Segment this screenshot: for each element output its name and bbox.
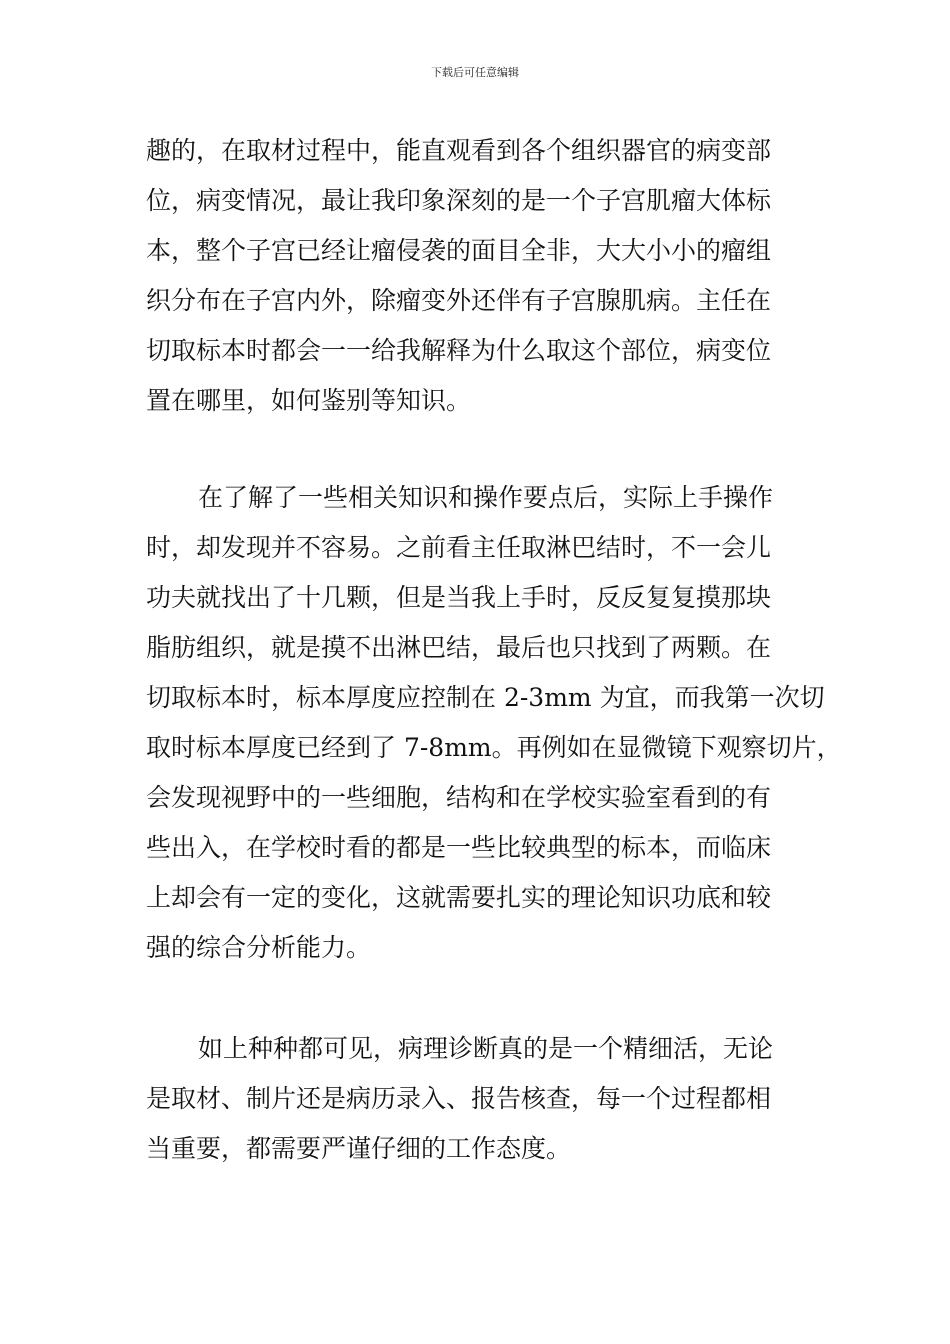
text-line: 趣的，在取材过程中，能直观看到各个组织器官的病变部 [146, 136, 772, 165]
text-line: 切取标本时，标本厚度应控制在 2-3mm 为宜，而我第一次切 [146, 683, 825, 712]
text-line: 脂肪组织，就是摸不出淋巴结，最后也只找到了两颗。在 [146, 633, 772, 662]
paragraph-practice [146, 473, 842, 973]
text-line: 时，却发现并不容易。之前看主任取淋巴结时，不一会儿 [146, 533, 772, 562]
paragraph-conclusion [146, 1024, 816, 1174]
text-line: 功夫就找出了十几颗，但是当我上手时，反反复复摸那块 [146, 583, 772, 612]
text-line-first: 在了解了一些相关知识和操作要点后，实际上手操作 [198, 483, 774, 512]
text-line: 当重要，都需要严谨仔细的工作态度。 [146, 1134, 572, 1163]
paragraph-continuation [146, 126, 816, 426]
text-line: 取时标本厚度已经到了 7-8mm。再例如在显微镜下观察切片， [146, 733, 842, 762]
text-line: 是取材、制片还是病历录入、报告核查，每一个过程都相 [146, 1084, 772, 1113]
text-line: 些出入，在学校时看的都是一些比较典型的标本，而临床 [146, 833, 772, 862]
text-line-first: 如上种种都可见，病理诊断真的是一个精细活，无论 [198, 1034, 774, 1063]
page-header: 下载后可任意编辑 [431, 66, 519, 79]
text-line: 本，整个子宫已经让瘤侵袭的面目全非，大大小小的瘤组 [146, 236, 772, 265]
text-line: 置在哪里，如何鉴别等知识。 [146, 386, 472, 415]
text-line: 位，病变情况，最让我印象深刻的是一个子宫肌瘤大体标 [146, 186, 772, 215]
text-line: 会发现视野中的一些细胞，结构和在学校实验室看到的有 [146, 783, 772, 812]
text-line: 上却会有一定的变化，这就需要扎实的理论知识功底和较 [146, 883, 772, 912]
text-line: 切取标本时都会一一给我解释为什么取这个部位，病变位 [146, 336, 772, 365]
text-line: 强的综合分析能力。 [146, 933, 372, 962]
text-line: 织分布在子宫内外，除瘤变外还伴有子宫腺肌病。主任在 [146, 286, 772, 315]
